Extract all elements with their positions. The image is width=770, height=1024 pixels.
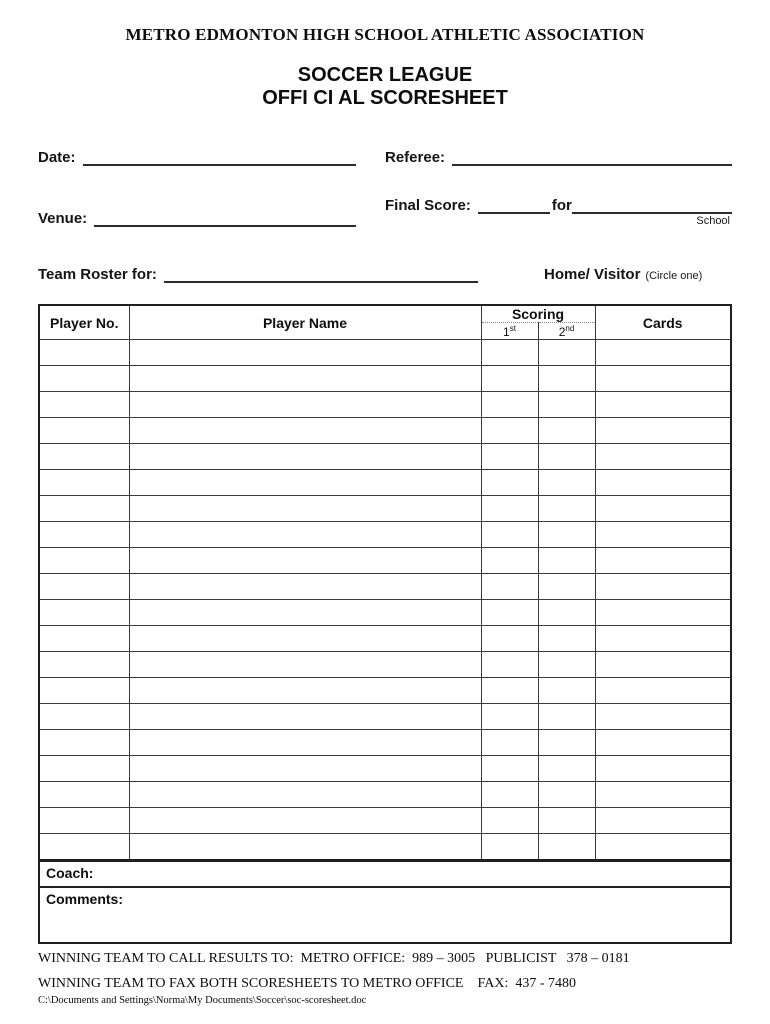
roster-empty-cell — [481, 756, 538, 782]
document-title-line1: SOCCER LEAGUE — [297, 64, 473, 86]
roster-empty-cell — [595, 522, 731, 548]
roster-empty-row — [39, 600, 731, 626]
roster-empty-cell — [129, 392, 481, 418]
roster-empty-cell — [595, 626, 731, 652]
date-blank-line — [83, 151, 356, 166]
venue-blank-line — [94, 212, 356, 227]
roster-header-row — [39, 305, 731, 323]
roster-empty-cell — [39, 574, 129, 600]
roster-empty-row — [39, 340, 731, 366]
roster-empty-cell — [129, 548, 481, 574]
call-results-note: WINNING TEAM TO CALL RESULTS TO: METRO OFFICE: 989 – 3005 PUBLICIST 378 – 0181 — [38, 950, 630, 966]
roster-empty-cell — [39, 678, 129, 704]
roster-empty-cell — [595, 808, 731, 834]
roster-empty-cell — [39, 392, 129, 418]
school-caption: School — [696, 215, 730, 227]
coach-label: Coach: — [46, 864, 94, 881]
roster-empty-cell — [538, 678, 595, 704]
final-score-label: Final Score: — [385, 197, 471, 214]
roster-empty-cell — [481, 678, 538, 704]
roster-empty-cell — [595, 496, 731, 522]
roster-empty-row — [39, 522, 731, 548]
roster-empty-cell — [39, 418, 129, 444]
roster-empty-row — [39, 730, 731, 756]
roster-empty-cell — [129, 834, 481, 860]
roster-empty-cell — [129, 600, 481, 626]
roster-empty-cell — [481, 340, 538, 366]
document-title-line2: OFFI CI AL SCORESHEET — [262, 87, 508, 109]
team-roster-field — [38, 266, 478, 283]
coach-comments-box — [38, 861, 732, 944]
roster-empty-row — [39, 444, 731, 470]
roster-empty-cell — [129, 704, 481, 730]
scoring-header: Scoring — [481, 305, 595, 323]
fax-note: WINNING TEAM TO FAX BOTH SCORESHEETS TO METRO OFFICE FAX: 437 - 7480 — [38, 975, 576, 991]
roster-empty-cell — [129, 444, 481, 470]
roster-empty-cell — [39, 730, 129, 756]
roster-empty-cell — [481, 834, 538, 860]
roster-empty-cell — [39, 834, 129, 860]
venue-field — [38, 210, 356, 227]
roster-empty-cell — [595, 574, 731, 600]
coach-row — [40, 862, 730, 888]
roster-empty-row — [39, 366, 731, 392]
roster-empty-cell — [595, 444, 731, 470]
roster-empty-cell — [538, 600, 595, 626]
for-label: for — [551, 197, 572, 214]
roster-empty-cell — [129, 340, 481, 366]
referee-label: Referee: — [385, 149, 446, 166]
comments-label: Comments: — [46, 890, 124, 907]
first-half-header: 1st — [481, 323, 538, 340]
roster-empty-cell — [129, 496, 481, 522]
roster-empty-cell — [39, 626, 129, 652]
roster-empty-cell — [538, 756, 595, 782]
roster-empty-cell — [481, 808, 538, 834]
roster-empty-cell — [39, 704, 129, 730]
association-title: METRO EDMONTON HIGH SCHOOL ATHLETIC ASSOCIATION — [125, 25, 645, 44]
roster-empty-cell — [595, 704, 731, 730]
roster-empty-row — [39, 626, 731, 652]
roster-empty-cell — [481, 730, 538, 756]
referee-blank-line — [452, 151, 732, 166]
roster-empty-cell — [481, 522, 538, 548]
roster-empty-cell — [595, 470, 731, 496]
roster-empty-cell — [39, 444, 129, 470]
roster-table — [38, 304, 732, 861]
roster-table-head — [39, 305, 731, 340]
roster-empty-cell — [481, 444, 538, 470]
player-name-header: Player Name — [129, 305, 481, 340]
roster-empty-cell — [595, 548, 731, 574]
roster-empty-cell — [538, 574, 595, 600]
roster-empty-cell — [481, 574, 538, 600]
roster-empty-cell — [595, 730, 731, 756]
circle-one-hint: (Circle one) — [645, 270, 703, 282]
roster-empty-row — [39, 652, 731, 678]
roster-empty-cell — [481, 496, 538, 522]
roster-empty-cell — [538, 522, 595, 548]
final-score-school-line — [572, 199, 732, 214]
roster-empty-cell — [538, 652, 595, 678]
roster-empty-cell — [129, 782, 481, 808]
team-roster-label: Team Roster for: — [38, 266, 157, 283]
roster-empty-cell — [39, 756, 129, 782]
roster-empty-cell — [595, 782, 731, 808]
final-score-fields — [385, 197, 732, 214]
roster-empty-row — [39, 782, 731, 808]
roster-empty-cell — [481, 366, 538, 392]
roster-empty-row — [39, 392, 731, 418]
roster-empty-cell — [129, 756, 481, 782]
roster-empty-cell — [481, 600, 538, 626]
roster-empty-row — [39, 418, 731, 444]
roster-empty-cell — [595, 340, 731, 366]
home-visitor-choice — [544, 266, 702, 283]
referee-field — [385, 149, 732, 166]
roster-empty-cell — [129, 470, 481, 496]
roster-empty-cell — [538, 834, 595, 860]
roster-empty-cell — [39, 522, 129, 548]
roster-empty-cell — [39, 496, 129, 522]
roster-empty-cell — [538, 782, 595, 808]
final-score-blank-line — [478, 199, 550, 214]
home-visitor-label: Home/ Visitor — [544, 266, 641, 283]
roster-empty-cell — [129, 574, 481, 600]
roster-empty-cell — [129, 808, 481, 834]
roster-empty-cell — [39, 808, 129, 834]
roster-empty-cell — [481, 548, 538, 574]
second-half-header: 2nd — [538, 323, 595, 340]
roster-empty-cell — [538, 704, 595, 730]
roster-empty-cell — [538, 808, 595, 834]
roster-empty-cell — [39, 340, 129, 366]
roster-empty-cell — [39, 548, 129, 574]
roster-empty-row — [39, 808, 731, 834]
date-label: Date: — [38, 149, 76, 166]
roster-empty-cell — [129, 366, 481, 392]
roster-empty-cell — [129, 626, 481, 652]
roster-empty-cell — [481, 418, 538, 444]
roster-empty-row — [39, 756, 731, 782]
roster-empty-cell — [129, 418, 481, 444]
roster-empty-row — [39, 496, 731, 522]
roster-empty-cell — [129, 522, 481, 548]
document-file-path: C:\Documents and Settings\Norma\My Documents\Soccer\soc-scoresheet.doc — [38, 994, 367, 1006]
roster-empty-cell — [538, 340, 595, 366]
roster-empty-cell — [538, 418, 595, 444]
venue-score-row — [38, 197, 732, 227]
team-roster-row — [38, 266, 732, 283]
team-roster-blank-line — [164, 268, 478, 283]
comments-row — [40, 888, 730, 942]
roster-empty-cell — [595, 418, 731, 444]
roster-empty-cell — [39, 600, 129, 626]
roster-empty-cell — [481, 704, 538, 730]
roster-empty-cell — [481, 626, 538, 652]
player-no-header: Player No. — [39, 305, 129, 340]
cards-header: Cards — [595, 305, 731, 340]
roster-empty-cell — [595, 834, 731, 860]
roster-empty-cell — [538, 548, 595, 574]
roster-empty-cell — [538, 626, 595, 652]
roster-empty-cell — [39, 652, 129, 678]
roster-empty-cell — [538, 730, 595, 756]
roster-empty-row — [39, 548, 731, 574]
roster-empty-cell — [481, 782, 538, 808]
roster-empty-cell — [538, 444, 595, 470]
venue-label: Venue: — [38, 210, 88, 227]
roster-empty-row — [39, 574, 731, 600]
roster-empty-cell — [595, 600, 731, 626]
document-title — [38, 64, 732, 110]
roster-empty-cell — [538, 366, 595, 392]
roster-empty-cell — [39, 366, 129, 392]
date-referee-row — [38, 149, 732, 166]
roster-empty-cell — [129, 652, 481, 678]
roster-empty-row — [39, 678, 731, 704]
roster-table-body — [39, 340, 731, 860]
roster-empty-cell — [481, 652, 538, 678]
footer-notes — [38, 951, 732, 1006]
roster-empty-cell — [595, 652, 731, 678]
roster-empty-cell — [481, 470, 538, 496]
roster-empty-cell — [595, 366, 731, 392]
roster-empty-cell — [39, 782, 129, 808]
roster-empty-cell — [481, 392, 538, 418]
final-score-field — [385, 197, 732, 227]
roster-empty-cell — [538, 392, 595, 418]
roster-empty-cell — [595, 756, 731, 782]
roster-empty-cell — [538, 496, 595, 522]
roster-empty-cell — [129, 730, 481, 756]
roster-empty-row — [39, 470, 731, 496]
date-field — [38, 149, 356, 166]
roster-empty-cell — [595, 678, 731, 704]
roster-empty-row — [39, 834, 731, 860]
roster-empty-cell — [538, 470, 595, 496]
roster-empty-cell — [39, 470, 129, 496]
final-score-stack — [385, 197, 732, 227]
roster-empty-cell — [595, 392, 731, 418]
roster-empty-row — [39, 704, 731, 730]
roster-empty-cell — [129, 678, 481, 704]
